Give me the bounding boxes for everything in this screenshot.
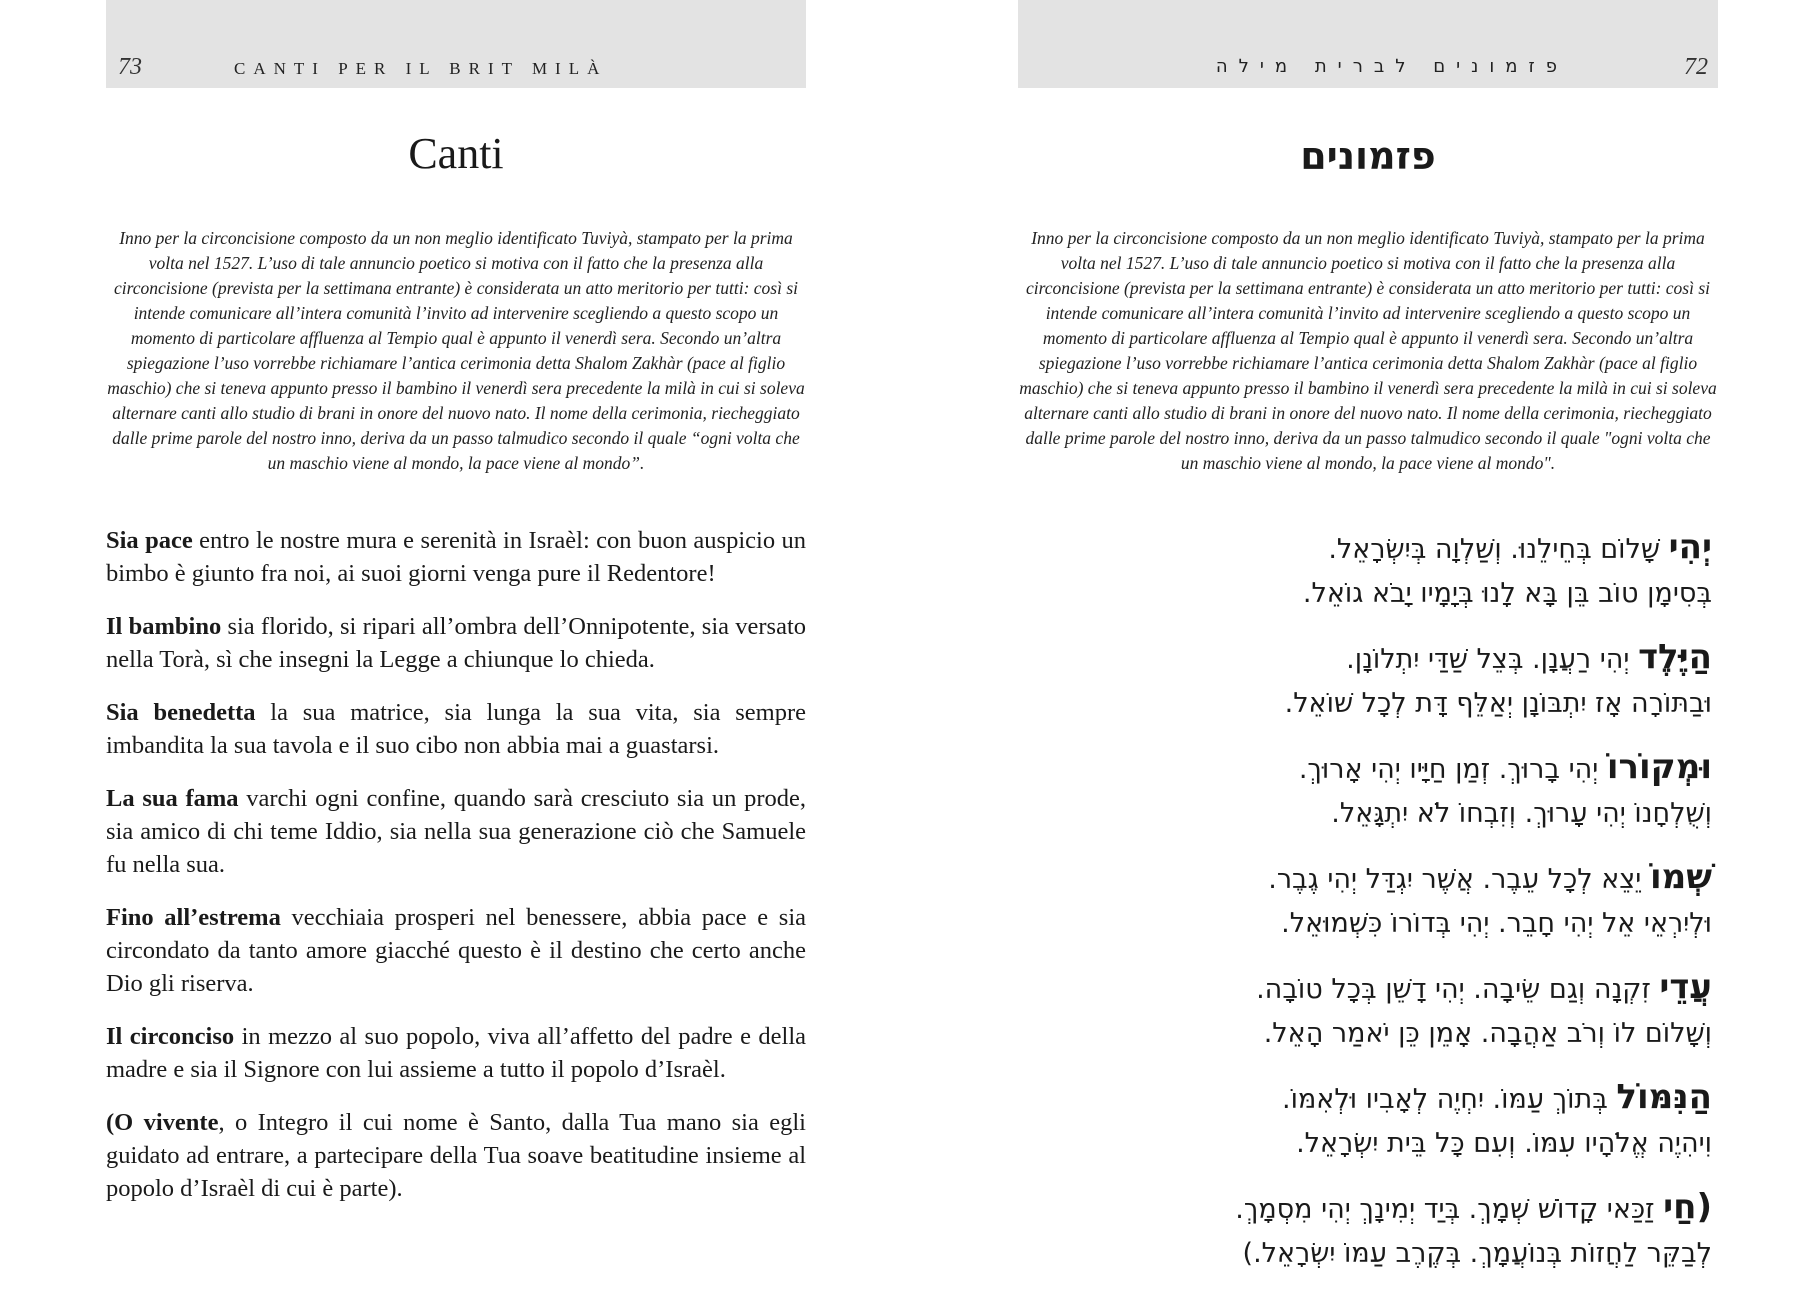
verse-it-5 xyxy=(106,901,806,1000)
verse-lead: (O vivente xyxy=(106,1109,219,1136)
verse-he-3 xyxy=(1018,745,1718,836)
right-running-title: פזמונים לברית מילה xyxy=(1215,56,1568,77)
verse-it-7 xyxy=(106,1106,806,1205)
verse-line xyxy=(1018,525,1718,572)
verse-text: varchi ogni confine, quando sarà cresciuto sia un prode, sia amico di chi teme Iddio, sia nella sua generazione ciò che Samuele fu nella sua. xyxy=(106,785,806,878)
verse-lead: Il circonciso xyxy=(106,1023,235,1050)
right-intro-paragraph: Inno per la circoncisione composto da un non meglio identificato Tuviyà, stampato per la prima volta nel 1527. L’uso di tale annuncio poetico si motiva con il fatto che la presenza alla circoncisione (prevista per la settimana entrante) è considerata un atto meritorio per tutti: così si intende comunicare all’intera comunità l’invito ad intervenire scegliendo a questo scopo un momento di particolare affluenza al Tempio qual è appunto il venerdì sera. Secondo un’altra spiegazione l’uso vorrebbe richiamare l’antica cerimonia detta Shalom Zakhàr (pace al figlio maschio) che si teneva appunto presso il bambino il venerdì sera precedente la milà in cui si soleva alternare canti allo studio di brani in onore del nuovo nato. Il nome della cerimonia, riecheggiato dalle prime parole del nostro inno, deriva da un passo talmudico secondo il quale "ogni volta che un maschio viene al mondo, la pace viene al mondo". xyxy=(1019,228,1717,473)
verse-text: sia florido, si ripari all’ombra dell’Onnipotente, sia versato nella Torà, sì che insegni la Legge a chiunque lo chieda. xyxy=(106,613,806,673)
verse-line: בְּסִימָן טוֹב בֵּן בָּא לָנוּ בְּיָמָיו יָבֹא גוֹאֵל. xyxy=(1302,578,1712,609)
verse-he-7 xyxy=(1018,1185,1718,1276)
verse-line xyxy=(1018,1185,1718,1232)
verse-he-2 xyxy=(1018,635,1718,726)
verse-lead: שְׁמוֹ xyxy=(1649,857,1712,897)
verse-he-1 xyxy=(1018,525,1718,616)
verse-lead: Sia benedetta xyxy=(106,699,256,726)
verse-it-1 xyxy=(106,524,806,590)
verse-lead: La sua fama xyxy=(106,785,239,812)
verse-text: זִקְנָה וְגַם שֵׂיבָה. יְהִי דָשֵׁן בְּכָל טוֹבָה. xyxy=(1256,974,1660,1005)
verse-text: בְּתוֹךְ עַמּוֹ. יִחְיֶה לְאָבִיו וּלְאִמּוֹ. xyxy=(1282,1084,1617,1115)
verse-line: וּבַתּוֹרָה אָז יִתְבּוֹנָן יְאַלֵּף דָּת לְכָל שׁוֹאֵל. xyxy=(1284,688,1712,719)
verse-text: יְהִי בָרוּךְ. זְמַן חַיָּיו יְהִי אָרוּךְ. xyxy=(1298,754,1607,785)
verse-he-4 xyxy=(1018,855,1718,946)
right-page-number: 72 xyxy=(1684,54,1708,80)
verse-line xyxy=(1018,1075,1718,1122)
left-page-title: Canti xyxy=(408,129,504,178)
verse-line: וְשָׁלוֹם לוֹ וְרֹב אַהֲבָה. אָמֵן כֵּן יֹאמַר הָאֵל. xyxy=(1263,1018,1712,1049)
verse-text: זַכַּאי קָדוֹשׁ שְׁמָךְ. בְּיַד יְמִינָךְ יְהִי מִסְמָךְ. xyxy=(1235,1194,1664,1225)
verse-line xyxy=(1018,855,1718,902)
verse-lead: יְהִי xyxy=(1668,527,1712,567)
left-page xyxy=(106,0,806,1275)
verse-it-2 xyxy=(106,610,806,676)
verse-it-6 xyxy=(106,1020,806,1086)
verse-it-4 xyxy=(106,782,806,881)
verse-line: וּלְיִרְאֵי אֵל יְהִי חָבֵר. יְהִי בְּדוֹרוֹ כִּשְׁמוּאֵל. xyxy=(1281,908,1712,939)
verse-text: יֵצֵא לְכָל עֵבֶר. אֲשֶׁר יִגְדַּל יְהִי גֶבֶר. xyxy=(1268,864,1650,895)
verse-text: vecchiaia prosperi nel benessere, abbia pace e sia circondato da tanto amore giacché questo è il destino che certo anche Dio gli riserva. xyxy=(106,904,806,997)
verse-lead: הַיֶּלֶד xyxy=(1638,637,1712,677)
verse-lead: (חַי xyxy=(1663,1187,1712,1227)
right-page xyxy=(1018,0,1718,1275)
verse-he-6 xyxy=(1018,1075,1718,1166)
verse-text: יְהִי רַעֲנָן. בְּצֵל שַׁדַּי יִתְלוֹנָן. xyxy=(1346,644,1639,675)
right-page-title: פזמונים xyxy=(1300,134,1436,178)
hebrew-verses xyxy=(1018,525,1718,1295)
verse-line xyxy=(1018,745,1718,792)
verse-lead: Sia pace xyxy=(106,527,193,554)
verse-text: שָׁלוֹם בְּחֵילֵנוּ. וְשַׁלְוָה בְּיִשְׂרָאֵל. xyxy=(1328,534,1669,565)
verse-text: in mezzo al suo popolo, viva all’affetto del padre e della madre e sia il Signore con lui assieme a tutto il popolo d’Israèl. xyxy=(106,1023,807,1083)
verse-line: וִיהִיֶה אֱלֹהָיו עִמּוֹ. וְעִם כָּל בֵּית יִשְׂרָאֵל. xyxy=(1296,1128,1712,1159)
verse-lead: וּמְקוֹרוֹ xyxy=(1606,747,1712,787)
verse-text: , o Integro il cui nome è Santo, dalla Tua mano sia egli guidato ad entrare, a partecipare della Tua soave beatitudine insieme al popolo d’Israèl di cui è parte). xyxy=(106,1109,806,1202)
verse-he-5 xyxy=(1018,965,1718,1056)
verse-text: entro le nostre mura e serenità in Israèl: con buon auspicio un bimbo è giunto fra noi, ai suoi giorni venga pure il Redentore! xyxy=(106,527,806,587)
verse-lead: עֲדֵי xyxy=(1659,967,1712,1007)
verse-it-3 xyxy=(106,696,806,762)
verse-line: וְשֻׁלְחָנוֹ יְהִי עָרוּךְ. וְזִבְחוֹ לֹא יִתְגָּאֵל. xyxy=(1331,798,1712,829)
verse-line xyxy=(1018,635,1718,682)
verse-lead: הַנִּמּוֹל xyxy=(1616,1077,1712,1117)
left-intro-paragraph: Inno per la circoncisione composto da un non meglio identificato Tuviyà, stampato per la prima volta nel 1527. L’uso di tale annuncio poetico si motiva con il fatto che la presenza alla circoncisione (prevista per la settimana entrante) è considerata un atto meritorio per tutti: così si intende comunicare all’intera comunità l’invito ad intervenire scegliendo a questo scopo un momento di particolare affluenza al Tempio qual è appunto il venerdì sera. Secondo un’altra spiegazione l’uso vorrebbe richiamare l’antica cerimonia detta Shalom Zakhàr (pace al figlio maschio) che si teneva appunto presso il bambino il venerdì sera precedente la milà in cui si soleva alternare canti allo studio di brani in onore del nuovo nato. Il nome della cerimonia, riecheggiato dalle prime parole del nostro inno, deriva da un passo talmudico secondo il quale “ogni volta che un maschio viene al mondo, la pace viene al mondo”. xyxy=(107,228,805,473)
verse-text: la sua matrice, sia lunga la sua vita, sia sempre imbandita la sua tavola e il suo cibo non abbia mai a guastarsi. xyxy=(106,699,807,759)
left-verses xyxy=(106,524,806,1225)
verse-lead: Fino all’estrema xyxy=(106,904,281,931)
verse-line: לְבַקֵּר לַחֲזוֹת בְּנוֹעֲמָךְ. בְּקֶרֶב עַמּוֹ יִשְׂרָאֵל.) xyxy=(1242,1238,1712,1269)
left-page-number: 73 xyxy=(118,54,142,80)
left-running-title: CANTI PER IL BRIT MILÀ xyxy=(234,59,608,78)
verse-lead: Il bambino xyxy=(106,613,222,640)
verse-line xyxy=(1018,965,1718,1012)
